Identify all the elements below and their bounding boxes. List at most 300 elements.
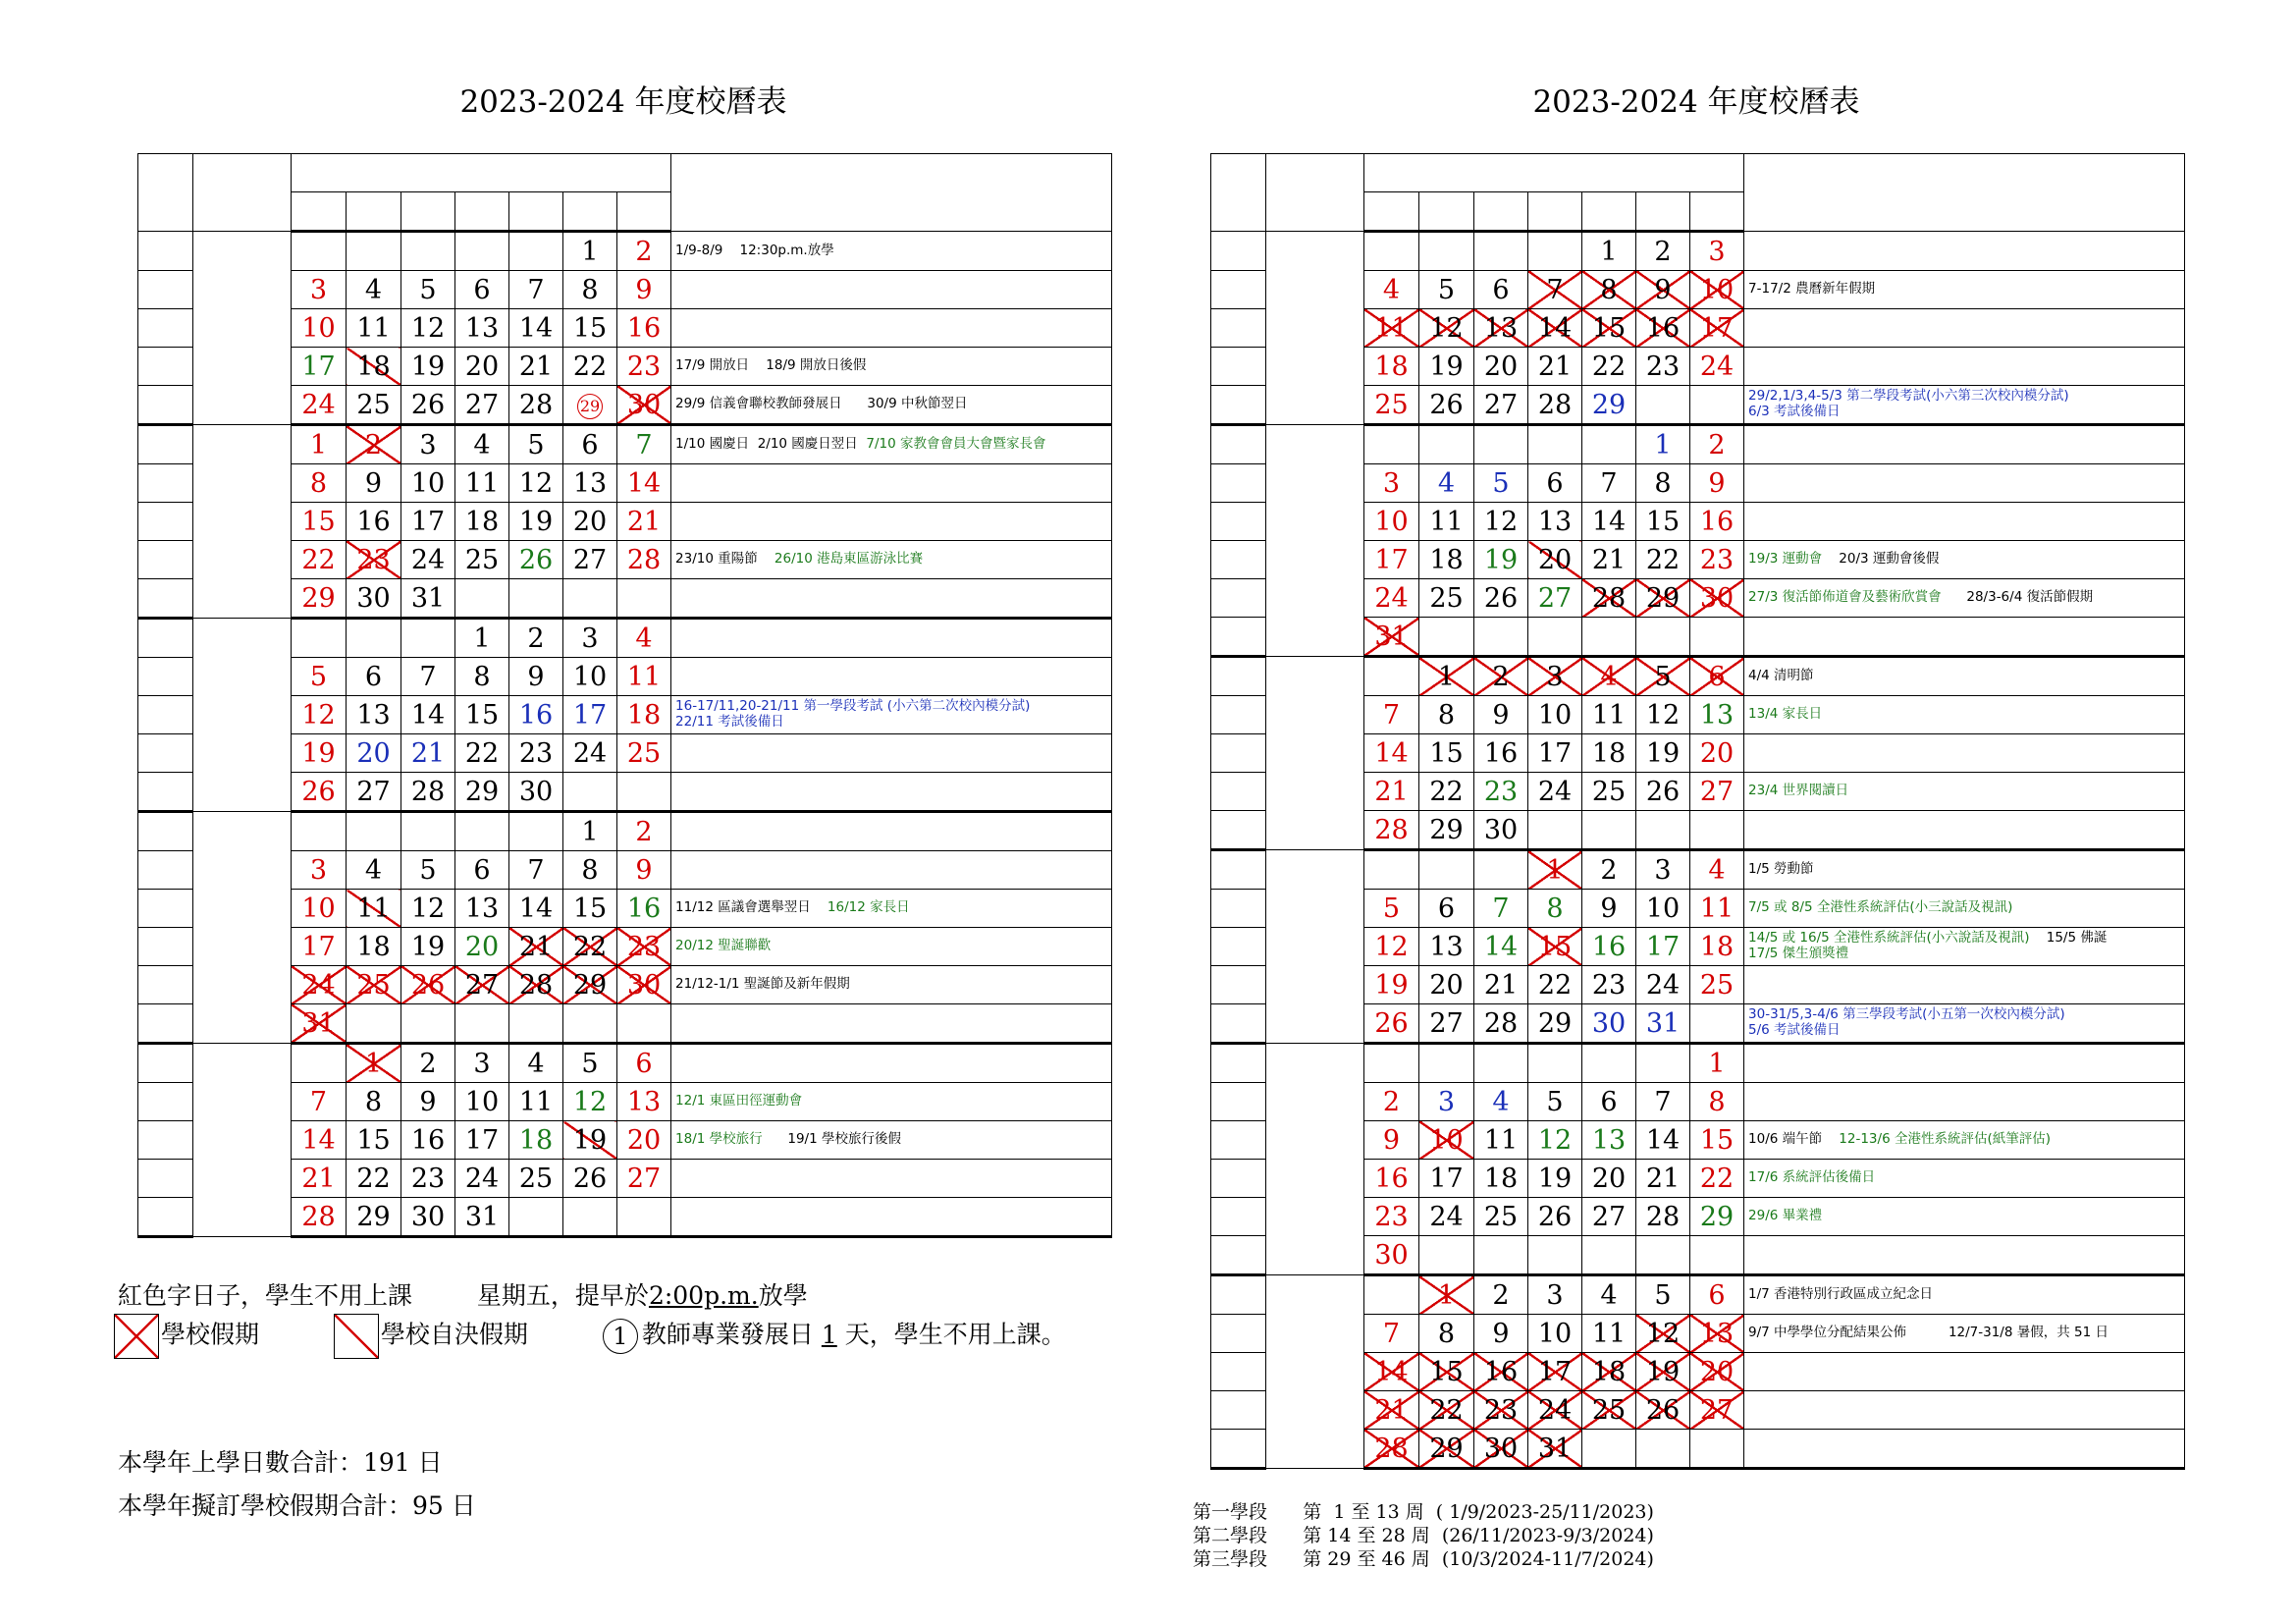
day-cell <box>292 619 347 658</box>
day-cell: 26 <box>1636 773 1690 811</box>
day-cell: 6 <box>1690 657 1744 696</box>
day-cell: 2 <box>617 232 671 271</box>
week-number <box>138 541 193 579</box>
summary-note <box>1744 1121 2185 1160</box>
day-cell: 27 <box>347 773 401 812</box>
summary-note <box>1744 464 2185 503</box>
day-cell: 20 <box>1690 734 1744 773</box>
day-cell: 24 <box>292 966 347 1004</box>
day-cell: 18 <box>617 696 671 734</box>
day-cell: 28 <box>292 1198 347 1237</box>
day-cell: 23 <box>1582 966 1636 1004</box>
day-cell <box>1474 618 1528 657</box>
calendar-title-left: 2023-2024 年度校曆表 <box>459 84 787 120</box>
day-cell: 10 <box>563 658 617 696</box>
month-label <box>1266 657 1364 850</box>
day-cell: 1 <box>1636 425 1690 464</box>
day-cell: 1 <box>1582 232 1636 271</box>
day-cell: 23 <box>401 1160 455 1198</box>
day-cell: 14 <box>1636 1121 1690 1160</box>
day-cell: 2 <box>617 812 671 851</box>
day-cell: 20 <box>1582 1160 1636 1198</box>
weekday-header-4 <box>1582 192 1636 232</box>
summary-note <box>671 232 1112 271</box>
day-cell: 2 <box>1474 1275 1528 1315</box>
day-cell <box>1582 1044 1636 1083</box>
school-discretion-symbol <box>334 1314 379 1359</box>
summary-note <box>671 658 1112 696</box>
day-cell: 19 <box>401 348 455 386</box>
day-cell: 8 <box>1690 1083 1744 1121</box>
note-text: 20/3 運動會後假 <box>1822 551 1940 568</box>
day-cell: 24 <box>1528 1391 1582 1430</box>
day-cell: 6 <box>1690 1275 1744 1315</box>
day-cell: 6 <box>455 271 509 309</box>
summary-note <box>671 1198 1112 1237</box>
day-cell: 18 <box>455 503 509 541</box>
day-cell: 25 <box>1419 579 1474 618</box>
day-cell <box>1636 618 1690 657</box>
week-number <box>138 1198 193 1237</box>
week-number <box>1211 1430 1266 1469</box>
day-cell: 3 <box>292 851 347 890</box>
summary-note <box>1744 348 2185 386</box>
day-cell: 1 <box>563 812 617 851</box>
day-cell: 29 <box>1419 1430 1474 1469</box>
day-cell <box>1636 1236 1690 1275</box>
note-text: 17/6 系統評估後備日 <box>1748 1169 1876 1186</box>
day-cell <box>1474 850 1528 890</box>
day-cell: 22 <box>1528 966 1582 1004</box>
week-number <box>138 658 193 696</box>
day-cell: 9 <box>1474 1315 1528 1353</box>
day-cell: 26 <box>563 1160 617 1198</box>
week-number <box>1211 309 1266 348</box>
day-cell: 7 <box>509 271 563 309</box>
day-cell: 3 <box>292 271 347 309</box>
summary-note <box>1744 1044 2185 1083</box>
day-cell: 6 <box>617 1044 671 1083</box>
day-cell: 14 <box>1582 503 1636 541</box>
day-cell: 16 <box>401 1121 455 1160</box>
day-cell: 7 <box>617 425 671 464</box>
day-cell: 25 <box>1690 966 1744 1004</box>
week-number <box>1211 503 1266 541</box>
summary-note <box>1744 1353 2185 1391</box>
day-cell: 18 <box>1582 734 1636 773</box>
day-cell: 12 <box>1474 503 1528 541</box>
day-cell <box>1419 232 1474 271</box>
summary-note <box>671 579 1112 619</box>
summary-note <box>671 734 1112 773</box>
summary-note <box>671 271 1112 309</box>
day-cell: 20 <box>455 928 509 966</box>
summary-note <box>1744 618 2185 657</box>
day-cell: 17 <box>563 696 617 734</box>
summary-note <box>1744 541 2185 579</box>
day-cell <box>617 1198 671 1237</box>
day-cell: 19 <box>1474 541 1528 579</box>
day-cell <box>617 1004 671 1044</box>
day-cell: 29 <box>347 1198 401 1237</box>
day-cell: 8 <box>1636 464 1690 503</box>
day-cell <box>401 1004 455 1044</box>
day-cell <box>1419 618 1474 657</box>
week-number <box>1211 1391 1266 1430</box>
week-number <box>138 1004 193 1044</box>
day-cell: 27 <box>1419 1004 1474 1044</box>
month-label <box>193 425 292 619</box>
day-cell: 7 <box>1582 464 1636 503</box>
week-number <box>138 386 193 425</box>
weekday-header-1 <box>1419 192 1474 232</box>
day-cell: 7 <box>1528 271 1582 309</box>
day-cell: 11 <box>1364 309 1419 348</box>
week-number <box>138 1044 193 1083</box>
week-number <box>138 812 193 851</box>
day-cell <box>347 812 401 851</box>
summary-note <box>1744 1315 2185 1353</box>
day-cell: 31 <box>455 1198 509 1237</box>
summary-note <box>1744 386 2185 425</box>
day-cell: 24 <box>455 1160 509 1198</box>
total-holidays: 本學年擬訂學校假期合計：95 日 <box>118 1491 476 1520</box>
day-cell: 28 <box>509 386 563 425</box>
day-cell: 18 <box>1474 1160 1528 1198</box>
week-number <box>138 271 193 309</box>
day-cell: 2 <box>1364 1083 1419 1121</box>
day-cell: 14 <box>292 1121 347 1160</box>
pd-day-label: 教師專業發展日 <box>641 1320 814 1349</box>
day-cell: 4 <box>1419 464 1474 503</box>
day-cell: 29 <box>455 773 509 812</box>
summary-note <box>671 890 1112 928</box>
day-cell: 23 <box>617 928 671 966</box>
day-cell: 9 <box>1636 271 1690 309</box>
day-cell: 2 <box>1636 232 1690 271</box>
summary-note <box>671 812 1112 851</box>
day-cell: 13 <box>455 890 509 928</box>
week-number <box>1211 734 1266 773</box>
day-cell: 5 <box>1364 890 1419 928</box>
week-number <box>1211 1353 1266 1391</box>
day-cell <box>509 232 563 271</box>
day-cell: 9 <box>347 464 401 503</box>
month-label <box>193 232 292 425</box>
day-cell: 11 <box>455 464 509 503</box>
note-text: 21/12-1/1 聖誕節及新年假期 <box>675 976 850 993</box>
day-cell: 6 <box>563 425 617 464</box>
total-school-days: 本學年上學日數合計：191 日 <box>118 1448 443 1477</box>
day-cell: 30 <box>617 386 671 425</box>
note-text: 11/12 區議會選舉翌日 <box>675 899 828 916</box>
day-cell <box>292 812 347 851</box>
day-cell: 13 <box>455 309 509 348</box>
day-cell: 12 <box>292 696 347 734</box>
day-cell: 16 <box>1690 503 1744 541</box>
summary-header <box>1744 154 2185 232</box>
day-cell: 1 <box>563 232 617 271</box>
day-cell: 13 <box>1419 928 1474 966</box>
summary-note <box>1744 657 2185 696</box>
summary-note <box>1744 1430 2185 1469</box>
day-cell: 27 <box>1582 1198 1636 1236</box>
day-cell: 17 <box>1364 541 1419 579</box>
day-cell: 16 <box>1364 1160 1419 1198</box>
summary-note <box>671 851 1112 890</box>
day-cell: 5 <box>1419 271 1474 309</box>
summary-note <box>1744 890 2185 928</box>
day-cell: 26 <box>401 386 455 425</box>
note-text: 20/12 聖誕聯歡 <box>675 938 772 954</box>
day-cell: 22 <box>563 928 617 966</box>
day-cell <box>1528 1236 1582 1275</box>
day-cell: 1 <box>347 1044 401 1083</box>
day-cell: 24 <box>563 734 617 773</box>
term-1: 第一學段 第 1 至 13 周 ( 1/9/2023-25/11/2023) <box>1193 1501 1654 1523</box>
day-cell <box>1636 811 1690 850</box>
day-cell: 16 <box>1582 928 1636 966</box>
day-cell: 25 <box>509 1160 563 1198</box>
day-cell: 19 <box>509 503 563 541</box>
note-text: 30-31/5,3-4/6 第三學段考試(小五第一次校內模分試) 5/6 考試後備日 <box>1748 1006 2065 1038</box>
day-cell: 2 <box>1582 850 1636 890</box>
day-cell: 20 <box>1690 1353 1744 1391</box>
day-cell: 17 <box>292 348 347 386</box>
day-cell: 26 <box>1636 1391 1690 1430</box>
day-cell <box>1364 232 1419 271</box>
day-cell: 22 <box>563 348 617 386</box>
day-cell: 5 <box>509 425 563 464</box>
day-cell: 17 <box>455 1121 509 1160</box>
day-cell: 9 <box>1474 696 1528 734</box>
weekday-header-6 <box>1690 192 1744 232</box>
day-cell: 4 <box>1364 271 1419 309</box>
day-cell: 5 <box>1636 1275 1690 1315</box>
day-cell <box>509 1004 563 1044</box>
day-cell: 3 <box>401 425 455 464</box>
day-cell: 10 <box>292 309 347 348</box>
day-cell: 7 <box>1364 696 1419 734</box>
weekday-header-0 <box>292 192 347 232</box>
weekday-header-4 <box>509 192 563 232</box>
day-cell: 4 <box>455 425 509 464</box>
day-cell: 23 <box>1364 1198 1419 1236</box>
day-cell: 27 <box>1528 579 1582 618</box>
weekday-header-1 <box>347 192 401 232</box>
week-number <box>138 619 193 658</box>
summary-note <box>1744 734 2185 773</box>
day-cell: 27 <box>455 386 509 425</box>
summary-note <box>671 696 1112 734</box>
note-text: 29/6 畢業禮 <box>1748 1208 1823 1224</box>
day-cell: 27 <box>1690 773 1744 811</box>
note-text: 14/5 或 16/5 全港性系統評估(小六說話及視訊) <box>1748 930 2030 947</box>
day-cell <box>563 1004 617 1044</box>
week-number <box>138 503 193 541</box>
day-cell: 30 <box>509 773 563 812</box>
day-cell: 28 <box>1364 1430 1419 1469</box>
day-cell: 23 <box>509 734 563 773</box>
day-cell: 3 <box>1364 464 1419 503</box>
day-cell: 14 <box>1528 309 1582 348</box>
day-cell: 1 <box>292 425 347 464</box>
day-cell: 30 <box>1364 1236 1419 1275</box>
day-cell <box>1528 425 1582 464</box>
summary-note <box>671 464 1112 503</box>
day-cell: 29 <box>292 579 347 619</box>
day-cell <box>455 579 509 619</box>
day-cell: 8 <box>1582 271 1636 309</box>
note-text: 15/5 佛誕 <box>2046 930 2108 947</box>
day-cell: 31 <box>401 579 455 619</box>
day-cell: 28 <box>1364 811 1419 850</box>
day-cell: 11 <box>1582 696 1636 734</box>
day-cell: 6 <box>347 658 401 696</box>
day-cell: 4 <box>347 271 401 309</box>
week-number <box>138 1083 193 1121</box>
pd-day-marker: 29 <box>577 394 603 419</box>
day-cell: 8 <box>563 851 617 890</box>
summary-note <box>1744 503 2185 541</box>
note-text: 19/3 運動會 <box>1748 551 1823 568</box>
note-text: 23/10 重陽節 <box>675 551 774 568</box>
day-cell: 24 <box>292 386 347 425</box>
day-cell: 21 <box>1636 1160 1690 1198</box>
day-cell: 14 <box>509 309 563 348</box>
day-cell <box>1364 1044 1419 1083</box>
day-cell: 5 <box>563 1044 617 1083</box>
day-cell: 5 <box>1474 464 1528 503</box>
summary-note <box>1744 1236 2185 1275</box>
week-header <box>1211 154 1266 232</box>
day-cell: 15 <box>1419 734 1474 773</box>
note-text: 4/4 清明節 <box>1748 668 1814 684</box>
day-cell: 25 <box>1474 1198 1528 1236</box>
day-cell <box>401 232 455 271</box>
day-cell: 14 <box>1364 734 1419 773</box>
summary-note <box>1744 1160 2185 1198</box>
summary-note <box>671 425 1112 464</box>
note-text: 19/1 學校旅行後假 <box>762 1131 901 1148</box>
week-number <box>1211 811 1266 850</box>
summary-note <box>1744 1004 2185 1044</box>
day-cell: 2 <box>347 425 401 464</box>
day-cell: 17 <box>1528 1353 1582 1391</box>
week-number <box>1211 1083 1266 1121</box>
day-cell: 4 <box>1474 1083 1528 1121</box>
day-cell: 7 <box>509 851 563 890</box>
day-cell: 17 <box>1690 309 1744 348</box>
day-cell: 6 <box>1419 890 1474 928</box>
legend-red-text: 紅色字日子，學生不用上課 <box>118 1281 413 1310</box>
day-cell: 12 <box>509 464 563 503</box>
day-cell: 8 <box>292 464 347 503</box>
day-cell: 28 <box>1636 1198 1690 1236</box>
day-cell: 13 <box>1690 1315 1744 1353</box>
day-cell: 10 <box>1690 271 1744 309</box>
day-cell: 4 <box>347 851 401 890</box>
day-cell: 23 <box>1474 1391 1528 1430</box>
day-cell: 2 <box>401 1044 455 1083</box>
day-cell: 27 <box>1690 1391 1744 1430</box>
day-cell: 30 <box>1474 811 1528 850</box>
day-cell: 20 <box>347 734 401 773</box>
day-cell: 1 <box>1419 1275 1474 1315</box>
day-cell <box>1582 1430 1636 1469</box>
week-number <box>1211 1198 1266 1236</box>
day-cell <box>1419 1044 1474 1083</box>
day-cell: 15 <box>1528 928 1582 966</box>
day-cell <box>1582 425 1636 464</box>
day-cell <box>455 1004 509 1044</box>
day-cell: 21 <box>1528 348 1582 386</box>
day-cell: 6 <box>1582 1083 1636 1121</box>
day-cell: 27 <box>617 1160 671 1198</box>
day-cell: 31 <box>292 1004 347 1044</box>
day-cell: 24 <box>1636 966 1690 1004</box>
day-cell: 22 <box>292 541 347 579</box>
school-holiday-label: 學校假期 <box>161 1320 260 1349</box>
day-cell <box>455 232 509 271</box>
day-cell: 6 <box>1528 464 1582 503</box>
day-cell: 12 <box>1528 1121 1582 1160</box>
day-cell <box>401 812 455 851</box>
day-cell: 16 <box>1474 1353 1528 1391</box>
day-cell <box>617 773 671 812</box>
day-cell: 23 <box>617 348 671 386</box>
day-cell: 30 <box>347 579 401 619</box>
day-cell: 3 <box>1690 232 1744 271</box>
day-cell: 5 <box>1528 1083 1582 1121</box>
week-number <box>138 1121 193 1160</box>
day-cell: 22 <box>1636 541 1690 579</box>
summary-note <box>1744 232 2185 271</box>
week-number <box>138 966 193 1004</box>
weekday-header-3 <box>1528 192 1582 232</box>
weekday-header-5 <box>563 192 617 232</box>
summary-note <box>1744 773 2185 811</box>
day-cell: 18 <box>1582 1353 1636 1391</box>
legend-friday-end: 放學 <box>758 1281 808 1310</box>
day-cell: 8 <box>1419 1315 1474 1353</box>
day-cell <box>1419 425 1474 464</box>
summary-note <box>1744 1198 2185 1236</box>
week-number <box>138 773 193 812</box>
day-cell: 7 <box>292 1083 347 1121</box>
day-cell: 15 <box>1690 1121 1744 1160</box>
day-cell: 10 <box>1528 696 1582 734</box>
day-cell: 5 <box>292 658 347 696</box>
day-cell: 18 <box>1364 348 1419 386</box>
week-number <box>1211 579 1266 618</box>
day-cell: 26 <box>1419 386 1474 425</box>
day-cell: 18 <box>509 1121 563 1160</box>
month-label <box>193 812 292 1044</box>
day-cell <box>1364 1275 1419 1315</box>
weekday-header-2 <box>401 192 455 232</box>
day-cell: 12 <box>401 890 455 928</box>
day-cell: 11 <box>347 890 401 928</box>
day-cell: 5 <box>1636 657 1690 696</box>
day-cell: 29 <box>1528 1004 1582 1044</box>
legend-friday-time: 2:00p.m. <box>648 1281 759 1310</box>
day-cell: 9 <box>1364 1121 1419 1160</box>
day-cell: 24 <box>1419 1198 1474 1236</box>
weekday-header-5 <box>1636 192 1690 232</box>
day-cell: 16 <box>1636 309 1690 348</box>
day-cell: 18 <box>1419 541 1474 579</box>
